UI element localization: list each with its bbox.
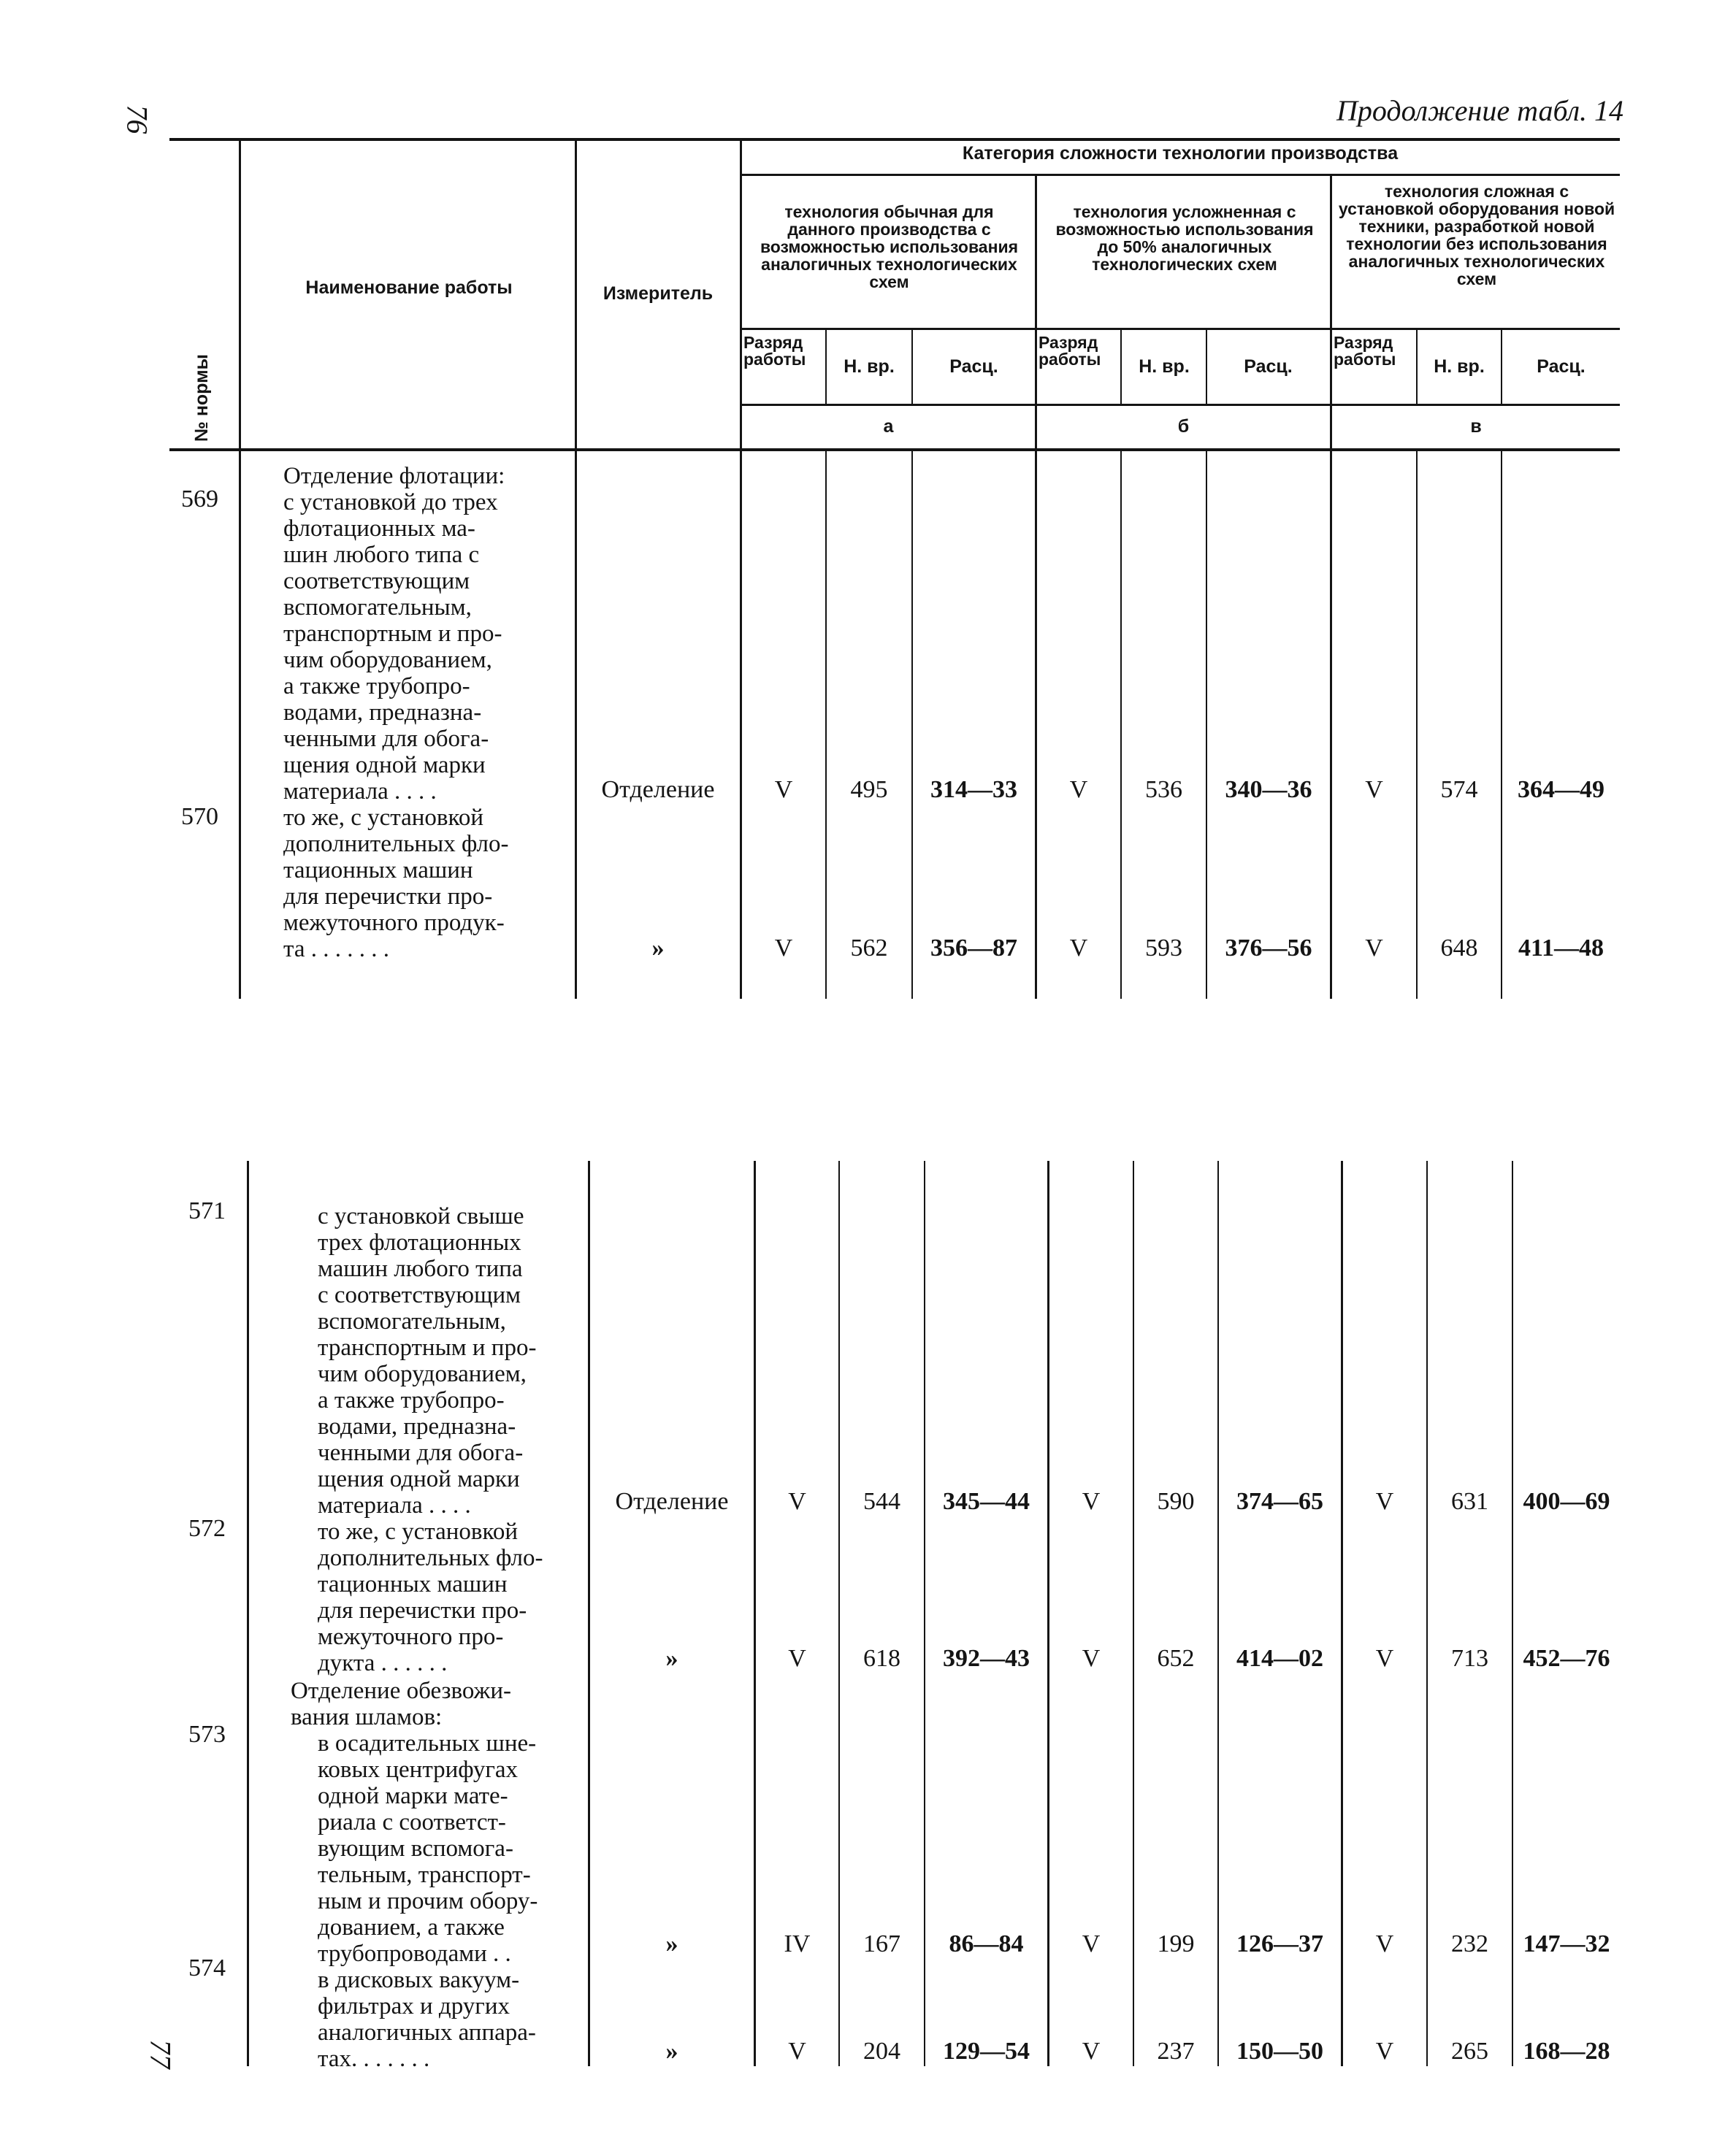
unit-cell: »: [665, 1645, 678, 1672]
subheader-grade-b: Разряд работы: [1039, 333, 1101, 369]
column-header-norm: № нормы: [191, 354, 212, 442]
header-vline-11: [1501, 328, 1502, 404]
group-letter-a: а: [883, 416, 894, 437]
rate-cell: 126—37: [1236, 1930, 1323, 1957]
body1-vline-10: [1416, 451, 1418, 999]
grade-cell: V: [1375, 1930, 1394, 1957]
rate-cell: 400—69: [1523, 1488, 1610, 1515]
norm-number: 570: [181, 803, 218, 830]
table-caption: Продолжение табл. 14: [1336, 94, 1624, 127]
grade-cell: V: [774, 776, 793, 803]
norm-time-cell: 232: [1451, 1930, 1488, 1957]
norm-time-cell: 618: [863, 1645, 900, 1672]
grade-cell: V: [1375, 1645, 1394, 1672]
subheader-grade-c: Разряд работы: [1334, 333, 1396, 369]
norm-time-cell: 713: [1451, 1645, 1488, 1672]
work-description: Отделение флотации: с установкой до трех флотационных ма- шин любого типа с соответствующим вспомогательным, транспортным и про- чим оборудованием, а также трубопро- водами, предназна- ченными для обога- щения одной марки материала . . . . то же, с установкой дополнительных фло- тационных машин для перечистки про- межуточного продук- та . . . . . . .: [283, 463, 509, 962]
subheader-norm-c: Н. вр.: [1434, 356, 1485, 377]
unit-cell: Отделение: [601, 776, 715, 803]
norm-number: 572: [188, 1515, 226, 1542]
body1-vline-1: [239, 451, 241, 999]
grade-cell: V: [1082, 1930, 1101, 1957]
norm-time-cell: 562: [850, 935, 888, 962]
category-rule: [740, 174, 1620, 176]
rate-cell: 168—28: [1523, 2038, 1610, 2065]
grade-cell: V: [1069, 935, 1088, 962]
header-vline-10: [1416, 328, 1418, 404]
rate-cell: 129—54: [943, 2038, 1030, 2065]
body1-vline-4: [825, 451, 827, 999]
norm-time-cell: 167: [863, 1930, 900, 1957]
grade-cell: V: [1375, 2038, 1394, 2065]
header-vline-4: [1035, 174, 1037, 448]
body1-vline-11: [1501, 451, 1502, 999]
rate-cell: 340—36: [1225, 776, 1312, 803]
work-description: в осадительных шне- ковых центрифугах одной марки мате- риала с соответст- вующим вспомога- тельным, транспорт- ным и прочим обору- дованием, а также трубопроводами . . в дисковых вакуум- фильтрах и других аналогичных аппара- тах. . . . . . .: [318, 1730, 538, 2072]
norm-time-cell: 536: [1145, 776, 1182, 803]
header-top-rule: [169, 138, 1620, 141]
rate-cell: 150—50: [1236, 2038, 1323, 2065]
group-a-title: технология обычная для данного производства с возможностью использования аналогичных технологических схем: [760, 202, 1019, 291]
unit-cell: Отделение: [615, 1488, 729, 1515]
grade-cell: V: [774, 935, 793, 962]
body1-vline-9: [1330, 451, 1332, 999]
header-vline-3: [740, 141, 742, 448]
subheader-rate-c: Расц.: [1537, 356, 1586, 377]
rate-cell: 356—87: [930, 935, 1017, 962]
rate-cell: 364—49: [1518, 776, 1604, 803]
rate-cell: 411—48: [1518, 935, 1604, 962]
subheader-rate-b: Расц.: [1244, 356, 1293, 377]
grade-cell: V: [1069, 776, 1088, 803]
header-vline-5: [1330, 174, 1332, 448]
norm-time-cell: 495: [850, 776, 888, 803]
grade-cell: V: [1365, 776, 1383, 803]
grade-cell: V: [1375, 1488, 1394, 1515]
body1-vline-8: [1206, 451, 1207, 999]
body1-vline-7: [1120, 451, 1122, 999]
norm-time-cell: 237: [1157, 2038, 1195, 2065]
rate-cell: 452—76: [1523, 1645, 1610, 1672]
rate-cell: 86—84: [949, 1930, 1024, 1957]
page-number-bottom: 77: [144, 2039, 177, 2069]
unit-cell: »: [665, 2038, 678, 2065]
header-bottom-rule: [169, 448, 1620, 451]
norm-time-cell: 265: [1451, 2038, 1488, 2065]
group-letter-b: б: [1177, 416, 1190, 437]
rate-cell: 345—44: [943, 1488, 1030, 1515]
header-vline-2: [575, 141, 577, 448]
rate-cell: 314—33: [930, 776, 1017, 803]
header-vline-1: [239, 141, 241, 448]
work-description: Отделение обезвожи- вания шламов:: [291, 1678, 512, 1730]
body2-vline-1: [247, 1161, 249, 2066]
group-letter-c: в: [1470, 416, 1482, 437]
norm-time-cell: 593: [1145, 935, 1182, 962]
grade-cell: V: [1082, 2038, 1101, 2065]
work-description: с установкой свыше трех флотационных машин любого типа с соответствующим вспомогательным, транспортным и про- чим оборудованием, а также трубопро- водами, предназна- ченными для обога- щения одной марки материала . . . . то же, с установкой дополнительных фло- тационных машин для перечистки про- межуточного про- дукта . . . . . .: [318, 1203, 543, 1676]
norm-number: 574: [188, 1954, 226, 1982]
subheader-grade-a: Разряд работы: [743, 333, 806, 369]
letter-rule: [740, 404, 1620, 406]
body2-vline-2: [588, 1161, 590, 2066]
grade-cell: V: [788, 1645, 806, 1672]
subhead-rule: [740, 328, 1620, 330]
column-header-unit: Измеритель: [603, 283, 714, 304]
grade-cell: V: [788, 2038, 806, 2065]
group-c-title: технология сложная с установкой оборудования новой техники, разработкой новой технологии без использования аналогичных технологических схем: [1338, 182, 1615, 288]
subheader-rate-a: Расц.: [949, 356, 998, 377]
unit-cell: »: [651, 935, 665, 962]
grade-cell: V: [1365, 935, 1383, 962]
norm-time-cell: 544: [863, 1488, 900, 1515]
grade-cell: IV: [784, 1930, 811, 1957]
rate-cell: 392—43: [943, 1645, 1030, 1672]
rate-cell: 414—02: [1236, 1645, 1323, 1672]
grade-cell: V: [788, 1488, 806, 1515]
norm-number: 571: [188, 1197, 226, 1224]
grade-cell: V: [1082, 1488, 1101, 1515]
page-number-top: 76: [121, 104, 154, 134]
norm-time-cell: 574: [1440, 776, 1478, 803]
header-vline-7: [911, 328, 913, 404]
body1-vline-5: [911, 451, 913, 999]
body1-vline-3: [740, 451, 742, 999]
norm-time-cell: 652: [1157, 1645, 1195, 1672]
norm-time-cell: 648: [1440, 935, 1478, 962]
norm-time-cell: 590: [1157, 1488, 1195, 1515]
category-header: Категория сложности технологии производства: [962, 143, 1399, 164]
header-vline-6: [825, 328, 827, 404]
rate-cell: 374—65: [1236, 1488, 1323, 1515]
grade-cell: V: [1082, 1645, 1101, 1672]
rate-cell: 376—56: [1225, 935, 1312, 962]
subheader-norm-a: Н. вр.: [844, 356, 895, 377]
norm-number: 569: [181, 486, 218, 513]
body1-vline-6: [1035, 451, 1037, 999]
unit-cell: »: [665, 1930, 678, 1957]
norm-time-cell: 204: [863, 2038, 900, 2065]
subheader-norm-b: Н. вр.: [1139, 356, 1190, 377]
header-vline-8: [1120, 328, 1122, 404]
norm-number: 573: [188, 1721, 226, 1748]
norm-time-cell: 199: [1157, 1930, 1195, 1957]
rate-cell: 147—32: [1523, 1930, 1610, 1957]
norm-time-cell: 631: [1451, 1488, 1488, 1515]
body1-vline-2: [575, 451, 577, 999]
group-b-title: технология усложненная с возможностью использования до 50% аналогичных технологических схем: [1055, 202, 1314, 274]
column-header-name: Наименование работы: [305, 277, 513, 298]
header-vline-9: [1206, 328, 1207, 404]
